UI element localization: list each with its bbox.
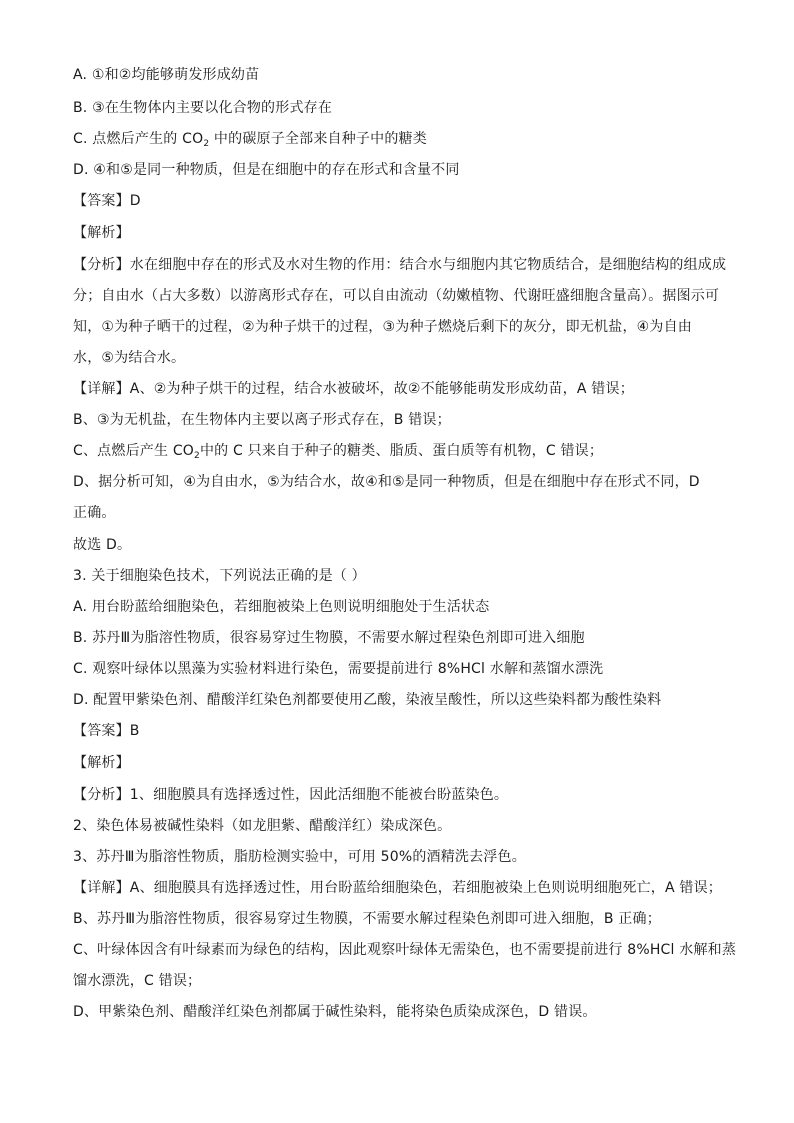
q3-xiangjie-c-line-1: C、叶绿体因含有叶绿素而为绿色的结构，因此观察叶绿体无需染色，也不需要提前进行 8%HCl 水解和蒸 [73,942,737,958]
q2-analysis-title: 【解析】 [73,225,130,241]
q2-xiangjie-d-line-2: 正确。 [73,505,116,521]
q3-xiangjie-b: B、苏丹Ⅲ为脂溶性物质，很容易穿过生物膜，不需要水解过程染色剂即可进入细胞，B 正确； [73,911,661,927]
q3-analysis-title: 【解析】 [73,755,130,771]
q3-stem: 3. 关于细胞染色技术，下列说法正确的是（ ） [73,568,366,584]
q3-xiangjie-a: 【详解】A、细胞膜具有选择透过性，用台盼蓝给细胞染色，若细胞被染上色则说明细胞死亡，A 错误； [73,880,723,896]
q2-xiangjie-c-text-1: C、点燃后产生 CO [73,443,195,459]
q2-xiangjie-b: B、③为无机盐，在生物体内主要以离子形式存在，B 错误； [73,412,451,428]
q2-fenxi-line-3: 知，①为种子晒干的过程，②为种子烘干的过程，③为种子燃烧后剩下的灰分，即无机盐，④为自由 [73,319,693,335]
q3-answer: 【答案】B [73,723,140,739]
q2-xiangjie-c-subscript: 2 [194,451,200,461]
q2-fenxi-line-2: 分；自由水（占大多数）以游离形式存在，可以自由流动（幼嫩植物、代谢旺盛细胞含量高）。据图示可 [73,288,720,304]
q2-option-b: B. ③在生物体内主要以化合物的形式存在 [73,100,333,116]
q3-xiangjie-d: D、甲紫染色剂、醋酸洋红染色剂都属于碱性染料，能将染色质染成深色，D 错误。 [73,1004,597,1020]
q2-answer: 【答案】D [73,193,141,209]
q2-option-d: D. ④和⑤是同一种物质，但是在细胞中的存在形式和含量不同 [73,162,460,178]
q3-option-b: B. 苏丹Ⅲ为脂溶性物质，很容易穿过生物膜，不需要水解过程染色剂即可进入细胞 [73,630,585,646]
q2-option-a: A. ①和②均能够萌发形成幼苗 [73,67,260,83]
q3-xiangjie-c-line-2: 馏水漂洗，C 错误； [73,973,202,989]
q2-xiangjie-d-line-1: D、据分析可知，④为自由水，⑤为结合水，故④和⑤是同一种物质，但是在细胞中存在形式不同，D [73,474,700,490]
q3-option-c: C. 观察叶绿体以黑藻为实验材料进行染色，需要提前进行 8%HCl 水解和蒸馏水漂洗 [73,661,604,677]
q3-fenxi-line-3: 3、苏丹Ⅲ为脂溶性物质，脂肪检测实验中，可用 50%的酒精洗去浮色。 [73,849,526,865]
q2-option-c-subscript: 2 [203,139,210,149]
q2-xiangjie-c-text-2: 中的 C 只来自于种子的糖类、脂质、蛋白质等有机物，C 错误； [199,443,604,459]
q3-option-d: D. 配置甲紫染色剂、醋酸洋红染色剂都要使用乙酸，染液呈酸性，所以这些染料都为酸性染料 [73,692,662,708]
q2-option-c [73,130,427,153]
q2-conclusion: 故选 D。 [73,537,132,553]
q3-fenxi-line-1: 【分析】1、细胞膜具有选择透过性，因此活细胞不能被台盼蓝染色。 [73,787,509,803]
q2-xiangjie-a: 【详解】A、②为种子烘干的过程，结合水被破坏，故②不能够能萌发形成幼苗，A 错误； [73,381,634,397]
q2-fenxi-line-1: 【分析】水在细胞中存在的形式及水对生物的作用：结合水与细胞内其它物质结合，是细胞结构的组成成 [73,257,727,273]
q3-fenxi-line-2: 2、染色体易被碱性染料（如龙胆紫、醋酸洋红）染成深色。 [73,818,452,834]
q2-fenxi-line-4: 水，⑤为结合水。 [73,350,186,366]
q3-option-a: A. 用台盼蓝给细胞染色，若细胞被染上色则说明细胞处于生活状态 [73,599,490,615]
q2-option-c-text-2: 中的碳原子全部来自种子中的糖类 [209,131,427,147]
q2-xiangjie-c [73,442,603,465]
q2-option-c-text-1: C. 点燃后产生的 CO [73,131,204,147]
